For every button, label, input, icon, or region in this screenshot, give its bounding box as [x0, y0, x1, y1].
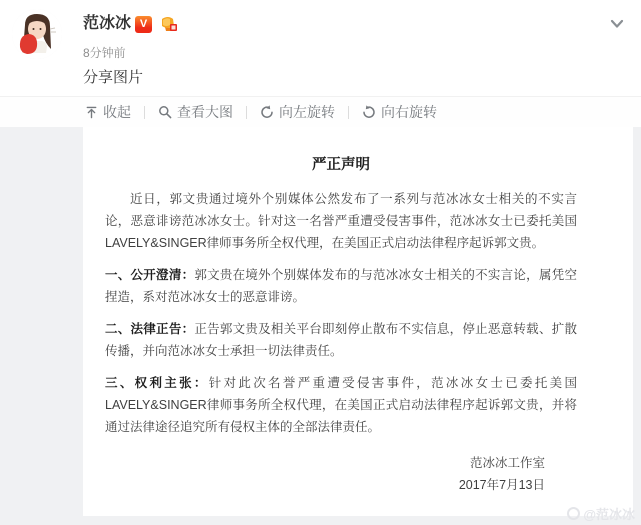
statement-image[interactable] — [83, 127, 633, 516]
image-toolbar — [0, 97, 641, 127]
statement-intro-paragraph: 近日，郭文贵通过境外个别媒体公然发布了一系列与范冰冰女士相关的不实言论，恶意诽谤范冰冰女士。针对这一名誉严重遭受侵害事件，范冰冰女士已委托美国LAVELY&SINGER律师事务所全权代理，在美国正式启动法律程序起诉郭文贵。 — [105, 192, 577, 250]
rotate-left-icon — [260, 105, 274, 119]
item3-label: 三、权利主张： — [105, 376, 209, 390]
signature-date: 2017年7月13日 — [458, 478, 545, 492]
magnifier-icon — [158, 105, 172, 119]
collapse-button[interactable] — [85, 102, 131, 122]
item2-label: 二、法律正告： — [105, 322, 195, 336]
watermark-text: @范冰冰 — [583, 507, 635, 522]
verified-v-icon: V — [135, 16, 152, 33]
statement-title: 严正声明 — [312, 157, 370, 173]
rotate-right-button[interactable] — [362, 102, 437, 122]
statement-item-3 — [105, 372, 577, 438]
chevron-down-icon[interactable] — [607, 14, 627, 34]
weibo-logo-icon — [567, 507, 580, 520]
post-timestamp: 8分钟前 — [83, 46, 126, 60]
collapse-up-icon — [85, 106, 98, 119]
author-row — [83, 14, 178, 34]
statement-item-2 — [105, 318, 577, 362]
statement-item-1 — [105, 264, 577, 308]
image-viewer — [0, 127, 641, 525]
rotate-right-icon — [362, 105, 376, 119]
rotate-right-label: 向右旋转 — [381, 104, 437, 120]
statement-signature — [105, 452, 577, 496]
collapse-label: 收起 — [103, 104, 131, 120]
avatar[interactable] — [12, 9, 62, 59]
honor-badge-icon — [158, 15, 178, 33]
avatar-illustration — [12, 9, 62, 59]
post-header — [0, 0, 641, 97]
weibo-watermark — [567, 504, 635, 523]
view-large-label: 查看大图 — [177, 104, 233, 120]
item3-text: 针对此次名誉严重遭受侵害事件，范冰冰女士已委托美国LAVELY&SINGER律师事务所全权代理，在美国正式启动法律程序起诉郭文贵，并将通过法律途径追究所有侵权主体的全部法律责任。 — [105, 376, 577, 434]
toolbar-divider — [144, 106, 145, 119]
item1-label: 一、公开澄清： — [105, 268, 195, 282]
item2-text: 正告郭文贵及相关平台即刻停止散布不实信息，停止恶意转载、扩散传播，并向范冰冰女士承担一切法律责任。 — [105, 322, 577, 358]
post-content-text: 分享图片 — [83, 69, 144, 86]
item1-text: 郭文贵在境外个别媒体发布的与范冰冰女士相关的不实言论，属凭空捏造，系对范冰冰女士的恶意诽谤。 — [105, 268, 577, 304]
view-large-image-button[interactable] — [158, 102, 233, 122]
signature-name: 范冰冰工作室 — [469, 456, 545, 470]
rotate-left-label: 向左旋转 — [279, 104, 335, 120]
toolbar-divider — [246, 106, 247, 119]
toolbar-divider — [348, 106, 349, 119]
rotate-left-button[interactable] — [260, 102, 335, 122]
author-name[interactable]: 范冰冰 — [83, 15, 132, 32]
